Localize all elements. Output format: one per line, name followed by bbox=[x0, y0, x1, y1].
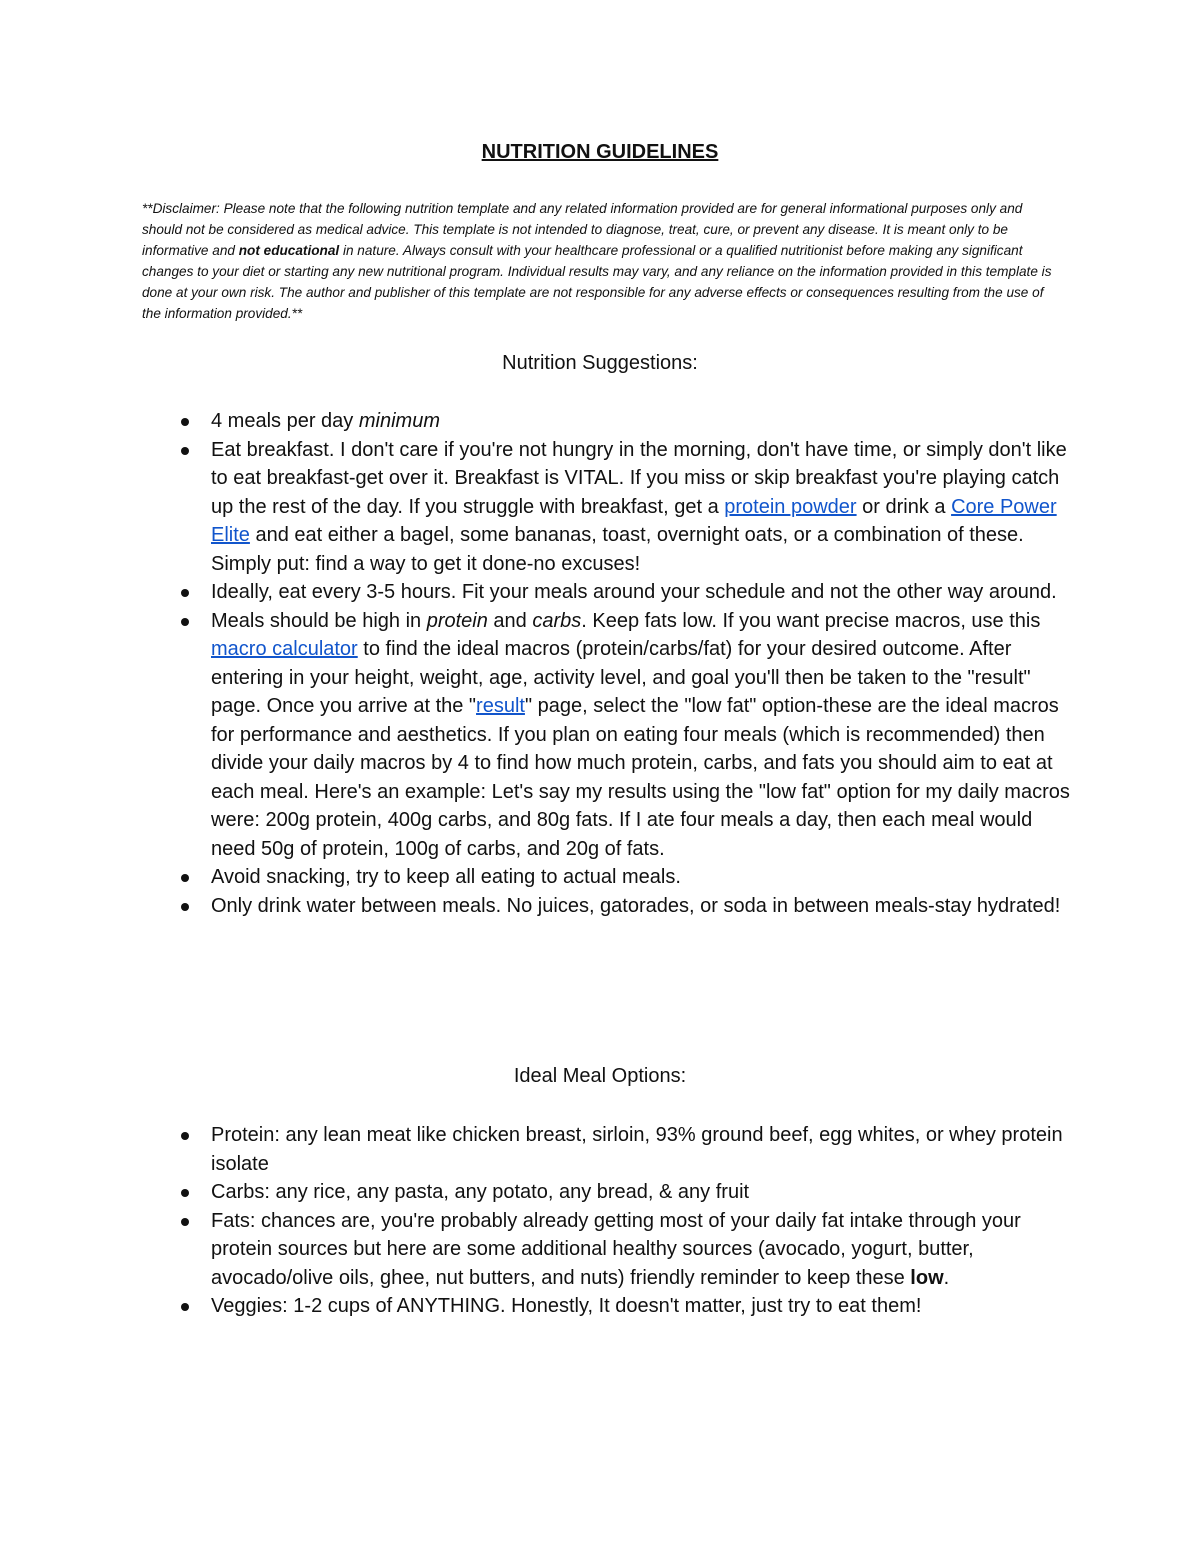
disclaimer-text-1: **Disclaimer: Please note that the following nutrition template and any related information provided are for general informational purposes only and should not be considered as medical advice. This template is not intended to diagnose, treat, cure, or prevent any disease. It is meant only to be informative and bbox=[142, 201, 1023, 258]
macro-calculator-link[interactable]: macro calculator bbox=[211, 638, 358, 660]
list-item-italic: carbs bbox=[532, 609, 582, 632]
list-item-text: and bbox=[487, 609, 533, 632]
list-item-text: Only drink water between meals. No juices, gatorades, or soda in between meals-stay hydrated! bbox=[211, 894, 1061, 917]
result-link[interactable]: result bbox=[476, 695, 525, 717]
list-item-text: Ideally, eat every 3-5 hours. Fit your meals around your schedule and not the other way around. bbox=[211, 581, 1057, 603]
list-item-bold: low bbox=[910, 1266, 944, 1289]
ideal-meal-options-heading: Ideal Meal Options: bbox=[513, 1065, 687, 1087]
list-item-text: Meals should be high in bbox=[211, 609, 427, 632]
list-item-text: Veggies: 1-2 cups of ANYTHING. Honestly, It doesn't matter, just try to eat them! bbox=[211, 1295, 922, 1317]
list-item bbox=[211, 1178, 1071, 1207]
list-item-text: Fats: chances are, you're probably already getting most of your daily fat intake through your protein sources but here are some additional healthy sources (avocado, yogurt, butter, avocado/olive oils, ghee, nut butters, and nuts) friendly reminder to keep these bbox=[211, 1209, 1021, 1289]
list-item bbox=[211, 1121, 1071, 1178]
list-item bbox=[211, 607, 1071, 864]
list-item-text: 4 meals per day bbox=[211, 410, 359, 432]
list-item-text: and eat either a bagel, some bananas, toast, overnight oats, or a combination of these. Simply put: find a way to get it done-no excuses! bbox=[211, 524, 1024, 575]
list-item-text: Eat breakfast. I don't care if you're not hungry in the morning, don't have time, or simply don't like to eat breakfast-get over it. Breakfast is VITAL. If you miss or skip breakfast you're playing catch up the rest of the day. If you struggle with breakfast, get a bbox=[211, 438, 1067, 518]
list-item-text: to find the ideal macros (protein/carbs/fat) for your desired outcome. After entering in your height, weight, age, activity level, and goal you'll then be taken to the "result" page. Once you arrive at the " bbox=[211, 638, 1031, 717]
list-item bbox=[211, 578, 1071, 607]
list-item-text: . bbox=[943, 1266, 950, 1289]
list-item bbox=[211, 1207, 1071, 1293]
disclaimer-bold-text: not educational bbox=[238, 243, 340, 258]
core-power-elite-link[interactable]: Core Power Elite bbox=[211, 495, 1057, 546]
nutrition-suggestions-list bbox=[211, 407, 1071, 920]
list-item bbox=[211, 436, 1071, 579]
list-item-text: or drink a bbox=[856, 495, 952, 518]
list-item-text: Carbs: any rice, any pasta, any potato, any bread, & any fruit bbox=[211, 1181, 750, 1203]
list-item bbox=[211, 863, 1071, 892]
list-item-italic: minimum bbox=[358, 410, 440, 432]
list-item-text: Avoid snacking, try to keep all eating to actual meals. bbox=[211, 866, 681, 888]
list-item bbox=[211, 1292, 1071, 1321]
list-item-text: " page, select the "low fat" option-these are the ideal macros for performance and aesthetics. If you plan on eating four meals (which is recommended) then divide your daily macros by 4 to find how much protein, carbs, and fats you should aim to eat at each meal. Here's an example: Let's say my results using the "low fat" option for my daily macros were: 200g protein, 400g carbs, and 80g fats. If I ate four meals a day, then each meal would need 50g of protein, 100g of carbs, and 20g of fats. bbox=[211, 695, 1070, 860]
protein-powder-link[interactable]: protein powder bbox=[724, 495, 857, 518]
disclaimer-text-2: in nature. Always consult with your healthcare professional or a qualified nutritionist before making any significant changes to your diet or starting any new nutritional program. Individual results may vary, and any reliance on the information provided in this template is done at your own risk. The author and publisher of this template are not responsible for any adverse effects or consequences resulting from the use of the information provided.** bbox=[142, 243, 1052, 321]
disclaimer bbox=[142, 198, 1062, 324]
list-item-text: Protein: any lean meat like chicken breast, sirloin, 93% ground beef, egg whites, or whey protein isolate bbox=[211, 1124, 1063, 1175]
nutrition-suggestions-heading: Nutrition Suggestions: bbox=[502, 352, 698, 374]
list-item bbox=[211, 892, 1071, 921]
document-title: NUTRITION GUIDELINES bbox=[481, 141, 719, 163]
list-item-text: . Keep fats low. If you want precise macros, use this bbox=[581, 609, 1041, 632]
list-item-italic: protein bbox=[426, 609, 488, 632]
list-item bbox=[211, 407, 1071, 436]
ideal-meal-options-list bbox=[211, 1121, 1071, 1321]
